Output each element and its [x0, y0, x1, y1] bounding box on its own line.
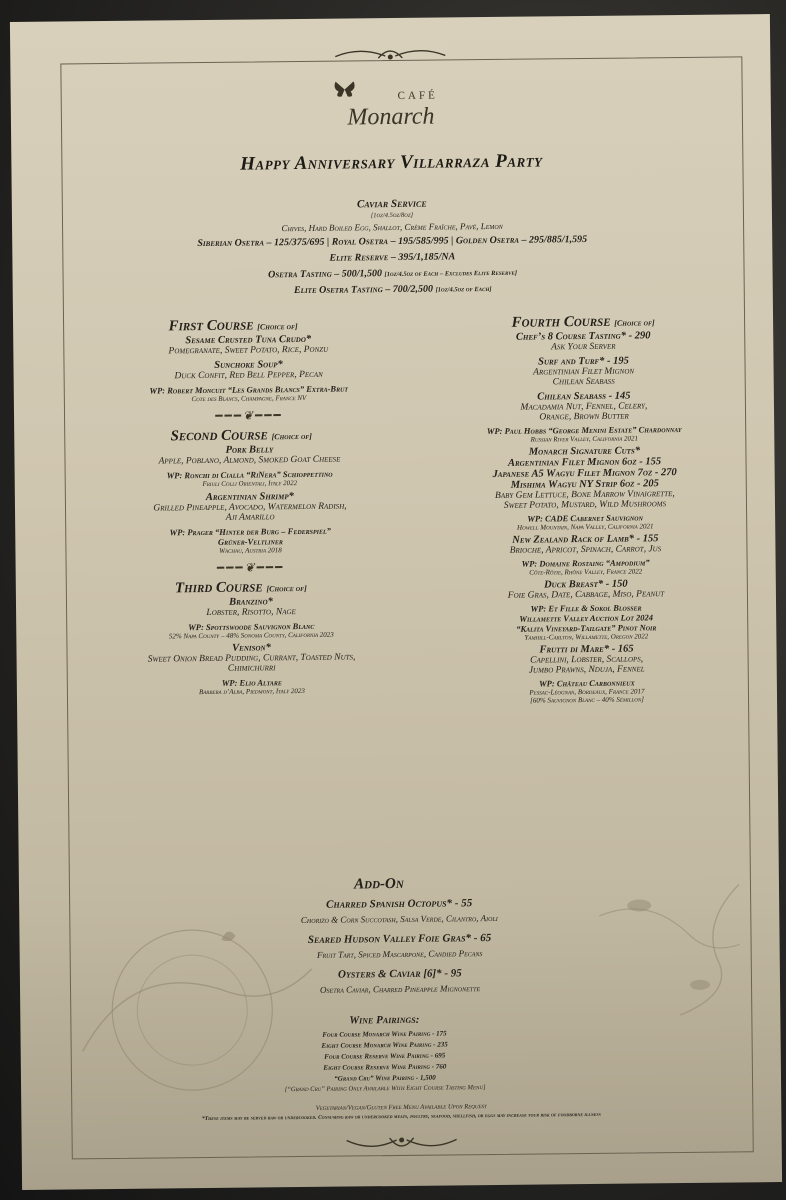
wine-pairing: “Kalita Vineyard-Tailgate” Pinot Noir [516, 622, 657, 634]
left-column [83, 316, 417, 697]
caviar-heading: Caviar Service [356, 197, 427, 211]
addon-description: Fruit Tart, Spiced Mascarpone, Candied Pecans [316, 948, 483, 960]
addon-description: Chorizo & Corn Succotash, Salsa Verde, Cilantro, Aioli [300, 912, 498, 926]
third-course-title: Third Course [174, 579, 263, 597]
wine-region: [60% Sauvignon Blanc – 40% Sémillon] [530, 695, 644, 705]
menu-item: Chef’s 8 Course Tasting* - 290 [515, 330, 651, 343]
caviar-elite-tasting-note: [1oz/4.5oz of Each] [435, 285, 492, 294]
menu-item: Pork Belly [225, 444, 274, 456]
logo-name: Monarch [347, 103, 435, 131]
menu-item: Argentinian Filet Mignon 6oz - 155 [507, 456, 662, 469]
item-description: Sweet Onion Bread Pudding, Currant, Toasted Nuts, [147, 652, 356, 665]
pairing-option: Four Course Reserve Wine Pairing - 695 [324, 1051, 446, 1061]
wine-pairing: WP: Et Fille & Sokol Blosser [530, 602, 642, 614]
item-description: Aji Amarillo [225, 512, 275, 523]
menu-item: Venison* [232, 642, 271, 654]
top-ornament-icon [330, 43, 450, 66]
wine-pairing: WP: CADE Cabernet Sauvignon [527, 512, 643, 524]
wine-region: Howell Mountain, Napa Valley, California 2021 [516, 522, 654, 532]
menu-item: Frutti di Mare* - 165 [539, 643, 634, 656]
addon-item: Seared Hudson Valley Foie Gras* - 65 [307, 932, 492, 946]
wine-pairing: WP: Robert Moncuit “Les Grands Blancs” Extra-Brut [149, 383, 349, 396]
pairings-heading: Wine Pairings: [349, 1013, 420, 1027]
item-description: Apple, Poblano, Almond, Smoked Goat Cheese [158, 454, 341, 467]
menu-item: Sesame Crusted Tuna Crudo* [185, 333, 312, 347]
item-description: Sweet Potato, Mustard, Wild Mushrooms [503, 499, 667, 511]
caviar-portions: [1oz/4.5oz/8oz] [370, 211, 414, 220]
addon-description: Osetra Caviar, Charred Pineapple Mignonette [319, 983, 481, 995]
wine-pairing: WP: Paul Hobbs “George Menini Estate” Chardonnay [486, 424, 682, 437]
menu-item: New Zealand Rack of Lamb* - 155 [512, 533, 659, 546]
caviar-elite: Elite Reserve – 395/1,185/NA [329, 251, 456, 264]
item-description: Jumbo Prawns, Nduja, Fennel [528, 664, 645, 676]
item-description: Grilled Pineapple, Avocado, Watermelon Radish, [153, 501, 347, 514]
wine-pairing: WP: Château Carbonnieux [539, 677, 635, 689]
menu-item: Mishima Wagyu NY Strip 6oz - 205 [510, 478, 659, 491]
page-title: Happy Anniversary Villarraza Party [240, 150, 543, 175]
wine-region: Pessac-Léognan, Bordeaux, France 2017 [529, 687, 645, 697]
divider-ornament-icon: ━━━❦━━━ [216, 560, 285, 575]
caviar-garnish: Chives, Hard Boiled Egg, Shallot, Crème Fraîche, Pavé, Lemon [281, 220, 503, 234]
menu-item: Monarch Signature Cuts* [528, 445, 641, 458]
wine-region: Wachau, Austria 2018 [219, 546, 282, 555]
menu-item: Branzino* [229, 596, 273, 608]
pairing-option: Eight Course Reserve Wine Pairing - 760 [323, 1062, 447, 1072]
item-description: Baby Gem Lettuce, Bone Marrow Vinaigrette, [494, 489, 675, 501]
caviar-elite-tasting-label: Elite Osetra Tasting – 700/2,500 [293, 283, 434, 297]
caviar-tasting-note: [1oz/4.5oz of Each – Excludes Elite Reserve] [384, 269, 518, 279]
menu-item: Argentinian Shrimp* [205, 491, 294, 503]
item-description: Capellini, Lobster, Scallops, [530, 654, 644, 666]
item-description: Macadamia Nut, Fennel, Celery, [520, 401, 648, 413]
addon-heading: Add-On [354, 875, 404, 893]
second-course-title: Second Course [170, 427, 268, 445]
wine-pairing: WP: Elio Altare [221, 677, 282, 688]
menu-item: Sunchoke Soup* [214, 359, 283, 371]
third-course-choice: [Choice of] [266, 583, 307, 594]
first-course-choice: [Choice of] [257, 322, 298, 332]
wine-region: Friuli Colli Orientali, Italy 2022 [202, 479, 298, 489]
item-description: Brioche, Apricot, Spinach, Carrot, Jus [509, 544, 662, 556]
wine-region: Barbera d’Alba, Piedmont, Italy 2023 [198, 686, 305, 697]
wine-region: 52% Napa County – 48% Sonoma County, California 2023 [168, 630, 334, 641]
wine-pairing: WP: Spottswoode Sauvignon Blanc [188, 620, 315, 633]
caviar-tasting-label: Osetra Tasting – 500/1,500 [268, 268, 383, 281]
wine-pairing: Willamette Valley Auction Lot 2024 [519, 612, 654, 624]
pairing-option: Eight Course Monarch Wine Pairing - 235 [321, 1040, 448, 1050]
dietary-note: Vegetarian/Vegan/Gluten Free Menu Available Upon Request [315, 1103, 487, 1112]
caviar-prices: Siberian Osetra – 125/375/695 | Royal Osetra – 195/585/995 | Golden Osetra – 295/885/1,595 [197, 233, 588, 250]
pairing-note: [“Grand Cru” Pairing Only Available With Eight Course Tasting Menu] [284, 1084, 486, 1094]
item-description: Duck Confit, Red Bell Pepper, Pecan [174, 369, 323, 382]
item-description: Chilean Seabass [552, 376, 615, 388]
menu-item: Japanese A5 Wagyu Filet Mignon 7oz - 270 [492, 467, 677, 480]
item-description: Ask Your Server [551, 341, 616, 353]
item-description: Foie Gras, Date, Cabbage, Miso, Peanut [507, 589, 665, 601]
wine-region: Cote des Blancs, Champagne, France NV [191, 393, 307, 404]
wine-region: Yamhill-Carlton, Willamette, Oregon 2022 [524, 632, 649, 642]
wine-region: Côte-Rôtie, Rhône Valley, France 2022 [529, 567, 643, 577]
item-description: Chimichurri [227, 663, 276, 674]
item-description: Pomegranate, Sweet Potato, Rice, Ponzu [168, 344, 329, 357]
wine-region: Russian River Valley, California 2021 [530, 434, 639, 444]
logo-cafe: CAFÉ [397, 89, 438, 102]
second-course-choice: [Choice of] [271, 431, 312, 442]
wine-pairing: WP: Ronchi di Cialla “RiNera” Schioppettino [166, 468, 333, 481]
wine-pairing: Grüner-Veltliner [217, 536, 283, 547]
menu-item: Surf and Turf* - 195 [538, 355, 629, 368]
item-description: Orange, Brown Butter [539, 411, 629, 423]
fourth-course-title: Fourth Course [511, 313, 611, 331]
pairing-option: “Grand Cru” Wine Pairing - 1,500 [334, 1073, 436, 1083]
bottom-ornament-icon [342, 1129, 462, 1154]
health-warning: *These items may be served raw or undercooked. Consuming raw or undercooked meats, poultry, seafood, shellfish, or eggs may increase your risk of foodborne illness [201, 1111, 601, 1123]
menu-item: Duck Breast* - 150 [544, 578, 628, 591]
addon-item: Charred Spanish Octopus* - 55 [326, 897, 473, 911]
menu-card [10, 14, 782, 1190]
wine-pairing: WP: Prager “Hinter der Burg – Federspiel” [169, 525, 331, 538]
fourth-course-choice: [Choice of] [614, 318, 655, 328]
addon-item: Oysters & Caviar [6]* - 95 [337, 967, 462, 981]
divider-ornament-icon: ━━━❦━━━ [215, 408, 283, 423]
menu-item: Chilean Seabass - 145 [537, 390, 631, 403]
pairing-option: Four Course Monarch Wine Pairing - 175 [322, 1029, 447, 1039]
wine-pairing: WP: Domaine Rostaing “Ampodium” [521, 557, 650, 569]
item-description: Argentinian Filet Mignon [533, 366, 635, 378]
right-column [423, 312, 747, 705]
item-description: Lobster, Risotto, Nage [206, 607, 296, 618]
first-course-title: First Course [168, 317, 254, 335]
